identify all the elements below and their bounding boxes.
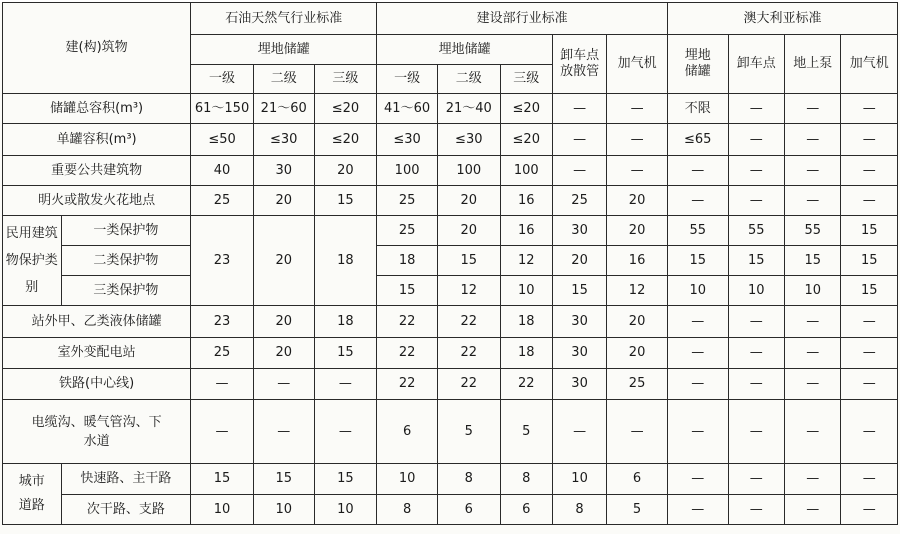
table-cell: — bbox=[607, 400, 668, 464]
table-cell: 16 bbox=[500, 186, 552, 216]
table-row bbox=[3, 338, 898, 369]
row-label: 次干路、支路 bbox=[61, 495, 191, 525]
table-cell: 25 bbox=[377, 186, 438, 216]
table-cell: — bbox=[552, 94, 606, 124]
table-cell: 22 bbox=[437, 369, 500, 400]
table-row bbox=[3, 306, 898, 338]
table-cell: — bbox=[784, 156, 840, 186]
table-cell: 8 bbox=[437, 464, 500, 495]
table-cell: 20 bbox=[607, 338, 668, 369]
table-cell: 22 bbox=[377, 306, 438, 338]
table-cell: — bbox=[607, 156, 668, 186]
table-cell: — bbox=[552, 124, 606, 156]
table-cell: 6 bbox=[607, 464, 668, 495]
table-cell: — bbox=[667, 306, 728, 338]
table-cell: — bbox=[728, 464, 784, 495]
building-header: 建(构)筑物 bbox=[3, 3, 191, 94]
table-cell: 22 bbox=[377, 338, 438, 369]
civil-group-label: 民用建筑物保护类别 bbox=[3, 216, 62, 306]
table-cell: 10 bbox=[728, 276, 784, 306]
table-cell: ≤20 bbox=[314, 94, 377, 124]
table-cell: 15 bbox=[314, 338, 377, 369]
row-label: 站外甲、乙类液体储罐 bbox=[3, 306, 191, 338]
table-row bbox=[3, 124, 898, 156]
table-cell: 25 bbox=[191, 186, 254, 216]
table-cell: 23 bbox=[191, 306, 254, 338]
table-cell: — bbox=[728, 495, 784, 525]
grade-header: 一级 bbox=[191, 65, 254, 94]
table-cell: — bbox=[253, 369, 314, 400]
table-cell: ≤30 bbox=[377, 124, 438, 156]
table-row bbox=[3, 186, 898, 216]
table-cell: ≤30 bbox=[437, 124, 500, 156]
table-cell: 5 bbox=[607, 495, 668, 525]
table-cell: 30 bbox=[253, 156, 314, 186]
grade-header: 三级 bbox=[500, 65, 552, 94]
table-cell: 20 bbox=[607, 216, 668, 246]
row-label: 三类保护物 bbox=[61, 276, 191, 306]
table-cell: 18 bbox=[314, 306, 377, 338]
table-row bbox=[3, 495, 898, 525]
table-cell: — bbox=[607, 94, 668, 124]
table-cell: — bbox=[841, 464, 898, 495]
table-cell: 10 bbox=[253, 495, 314, 525]
mohurd-standard-header: 建设部行业标准 bbox=[377, 3, 668, 35]
table-cell: 30 bbox=[552, 216, 606, 246]
standards-comparison-page bbox=[0, 2, 900, 534]
table-cell: — bbox=[667, 495, 728, 525]
table-cell: 12 bbox=[437, 276, 500, 306]
table-cell: — bbox=[667, 186, 728, 216]
table-cell: 20 bbox=[253, 186, 314, 216]
table-cell: 21～40 bbox=[437, 94, 500, 124]
table-cell: ≤20 bbox=[314, 124, 377, 156]
table-cell: 18 bbox=[500, 306, 552, 338]
table-row bbox=[3, 369, 898, 400]
table-cell: 16 bbox=[500, 216, 552, 246]
table-cell: 22 bbox=[500, 369, 552, 400]
table-cell: 15 bbox=[314, 186, 377, 216]
table-cell: 不限 bbox=[667, 94, 728, 124]
table-cell: — bbox=[784, 124, 840, 156]
table-cell: 12 bbox=[500, 246, 552, 276]
row-label: 重要公共建筑物 bbox=[3, 156, 191, 186]
table-cell: 30 bbox=[552, 338, 606, 369]
row-label: 储罐总容积(m³) bbox=[3, 94, 191, 124]
row-label: 一类保护物 bbox=[61, 216, 191, 246]
table-cell: 15 bbox=[841, 246, 898, 276]
table-cell: — bbox=[191, 369, 254, 400]
table-cell: — bbox=[667, 156, 728, 186]
table-cell: — bbox=[841, 369, 898, 400]
table-cell: 61～150 bbox=[191, 94, 254, 124]
au-dispenser-header: 加气机 bbox=[841, 35, 898, 94]
grade-header: 三级 bbox=[314, 65, 377, 94]
table-cell: — bbox=[728, 369, 784, 400]
table-cell: 25 bbox=[377, 216, 438, 246]
table-cell: 15 bbox=[667, 246, 728, 276]
table-cell: 20 bbox=[253, 338, 314, 369]
table-cell: — bbox=[784, 186, 840, 216]
table-cell: 20 bbox=[607, 306, 668, 338]
table-cell: ≤65 bbox=[667, 124, 728, 156]
au-unload-header: 卸车点 bbox=[728, 35, 784, 94]
row-label: 室外变配电站 bbox=[3, 338, 191, 369]
table-cell: — bbox=[667, 464, 728, 495]
table-cell: 22 bbox=[437, 306, 500, 338]
table-cell: 20 bbox=[253, 216, 314, 306]
table-cell: — bbox=[552, 156, 606, 186]
mohurd-buried-tank-header: 埋地储罐 bbox=[377, 35, 553, 65]
table-cell: — bbox=[784, 338, 840, 369]
table-cell: — bbox=[784, 369, 840, 400]
table-cell: 15 bbox=[253, 464, 314, 495]
table-cell: — bbox=[784, 495, 840, 525]
table-cell: 21～60 bbox=[253, 94, 314, 124]
oil-buried-tank-header: 埋地储罐 bbox=[191, 35, 377, 65]
table-cell: 15 bbox=[314, 464, 377, 495]
table-row bbox=[3, 276, 898, 306]
table-cell: ≤20 bbox=[500, 94, 552, 124]
table-cell: 22 bbox=[437, 338, 500, 369]
table-cell: 20 bbox=[437, 216, 500, 246]
table-cell: ≤20 bbox=[500, 124, 552, 156]
table-cell: 16 bbox=[607, 246, 668, 276]
table-cell: 55 bbox=[728, 216, 784, 246]
header-row-standards bbox=[3, 3, 898, 35]
table-cell: 15 bbox=[437, 246, 500, 276]
table-cell: 20 bbox=[552, 246, 606, 276]
table-cell: 30 bbox=[552, 306, 606, 338]
grade-header: 二级 bbox=[253, 65, 314, 94]
table-cell: 20 bbox=[314, 156, 377, 186]
table-cell: 18 bbox=[377, 246, 438, 276]
table-cell: — bbox=[841, 156, 898, 186]
table-cell: — bbox=[728, 186, 784, 216]
dispenser-header: 加气机 bbox=[607, 35, 668, 94]
row-label: 电缆沟、暖气管沟、下水道 bbox=[3, 400, 191, 464]
table-cell: 10 bbox=[500, 276, 552, 306]
table-cell: 25 bbox=[607, 369, 668, 400]
table-cell: — bbox=[784, 464, 840, 495]
oil-gas-standard-header: 石油天然气行业标准 bbox=[191, 3, 377, 35]
table-cell: 15 bbox=[784, 246, 840, 276]
table-cell: — bbox=[728, 156, 784, 186]
table-cell: — bbox=[841, 94, 898, 124]
table-cell: — bbox=[607, 124, 668, 156]
table-cell: 8 bbox=[377, 495, 438, 525]
australian-standard-header: 澳大利亚标准 bbox=[667, 3, 897, 35]
table-cell: — bbox=[728, 338, 784, 369]
table-cell: — bbox=[841, 306, 898, 338]
table-cell: ≤50 bbox=[191, 124, 254, 156]
table-cell: 23 bbox=[191, 216, 254, 306]
table-row bbox=[3, 464, 898, 495]
table-cell: 12 bbox=[607, 276, 668, 306]
table-cell: — bbox=[314, 369, 377, 400]
table-cell: 100 bbox=[377, 156, 438, 186]
table-cell: 5 bbox=[500, 400, 552, 464]
table-cell: 10 bbox=[552, 464, 606, 495]
table-cell: — bbox=[667, 369, 728, 400]
row-label: 铁路(中心线) bbox=[3, 369, 191, 400]
au-buried-tank-header: 埋地储罐 bbox=[667, 35, 728, 94]
table-cell: 25 bbox=[552, 186, 606, 216]
table-cell: 20 bbox=[253, 306, 314, 338]
table-cell: 100 bbox=[500, 156, 552, 186]
table-cell: — bbox=[667, 338, 728, 369]
table-cell: 55 bbox=[667, 216, 728, 246]
table-cell: 22 bbox=[377, 369, 438, 400]
table-cell: 15 bbox=[841, 216, 898, 246]
table-cell: 40 bbox=[191, 156, 254, 186]
table-cell: — bbox=[728, 400, 784, 464]
road-group-label: 城市道路 bbox=[3, 464, 62, 525]
table-cell: 6 bbox=[377, 400, 438, 464]
table-cell: 10 bbox=[784, 276, 840, 306]
table-cell: 25 bbox=[191, 338, 254, 369]
table-cell: — bbox=[667, 400, 728, 464]
table-cell: — bbox=[314, 400, 377, 464]
table-cell: 55 bbox=[784, 216, 840, 246]
table-row bbox=[3, 156, 898, 186]
table-cell: 15 bbox=[377, 276, 438, 306]
table-cell: 6 bbox=[437, 495, 500, 525]
table-cell: — bbox=[841, 400, 898, 464]
table-cell: 30 bbox=[552, 369, 606, 400]
table-cell: 5 bbox=[437, 400, 500, 464]
table-cell: 15 bbox=[552, 276, 606, 306]
table-cell: — bbox=[552, 400, 606, 464]
grade-header: 一级 bbox=[377, 65, 438, 94]
table-cell: — bbox=[841, 186, 898, 216]
unload-vent-header: 卸车点放散管 bbox=[552, 35, 606, 94]
table-cell: — bbox=[784, 306, 840, 338]
row-label: 快速路、主干路 bbox=[61, 464, 191, 495]
table-row bbox=[3, 94, 898, 124]
table-cell: ≤30 bbox=[253, 124, 314, 156]
setback-distance-table bbox=[2, 2, 898, 525]
table-cell: — bbox=[191, 400, 254, 464]
table-cell: 20 bbox=[437, 186, 500, 216]
table-cell: 10 bbox=[191, 495, 254, 525]
row-label: 明火或散发火花地点 bbox=[3, 186, 191, 216]
table-row bbox=[3, 400, 898, 464]
table-cell: 8 bbox=[552, 495, 606, 525]
table-cell: — bbox=[728, 124, 784, 156]
table-cell: 41～60 bbox=[377, 94, 438, 124]
table-cell: — bbox=[841, 495, 898, 525]
table-cell: 10 bbox=[314, 495, 377, 525]
table-cell: 15 bbox=[728, 246, 784, 276]
au-above-pump-header: 地上泵 bbox=[784, 35, 840, 94]
table-cell: 15 bbox=[841, 276, 898, 306]
row-label: 二类保护物 bbox=[61, 246, 191, 276]
table-cell: 18 bbox=[500, 338, 552, 369]
table-cell: — bbox=[253, 400, 314, 464]
table-cell: — bbox=[784, 94, 840, 124]
table-cell: — bbox=[841, 124, 898, 156]
table-cell: — bbox=[784, 400, 840, 464]
table-cell: 10 bbox=[377, 464, 438, 495]
table-cell: 8 bbox=[500, 464, 552, 495]
table-cell: 20 bbox=[607, 186, 668, 216]
grade-header: 二级 bbox=[437, 65, 500, 94]
table-row bbox=[3, 246, 898, 276]
table-cell: — bbox=[728, 306, 784, 338]
table-cell: 6 bbox=[500, 495, 552, 525]
table-cell: 100 bbox=[437, 156, 500, 186]
table-cell: — bbox=[728, 94, 784, 124]
table-cell: 15 bbox=[191, 464, 254, 495]
table-cell: 10 bbox=[667, 276, 728, 306]
table-row bbox=[3, 216, 898, 246]
table-cell: 18 bbox=[314, 216, 377, 306]
row-label: 单罐容积(m³) bbox=[3, 124, 191, 156]
table-cell: — bbox=[841, 338, 898, 369]
